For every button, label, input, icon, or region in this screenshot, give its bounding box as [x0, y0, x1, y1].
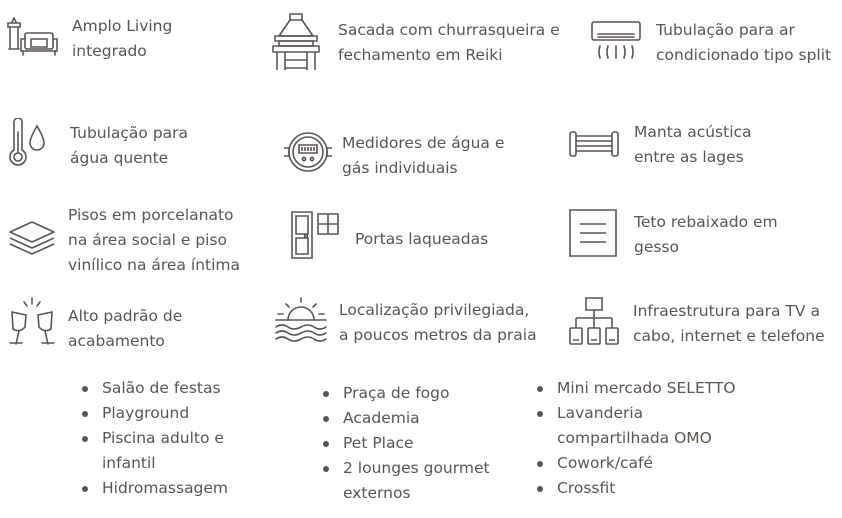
feature-label-line: gás individuais [342, 159, 458, 177]
sofa-icon [6, 17, 58, 61]
feature-label-line: água quente [70, 149, 169, 167]
feature-label-line: Portas laqueadas [355, 230, 489, 248]
feature-label-line: Tubulação para [70, 124, 189, 142]
feature-label-line: gesso [634, 238, 680, 256]
list-item-line: Piscina adulto e [102, 429, 224, 447]
thermometer-water-icon [6, 118, 50, 168]
feature-label-line: Manta acústica [634, 123, 752, 141]
meter-icon [282, 130, 334, 174]
list-item [323, 456, 490, 506]
list-item: Cowork/café [537, 451, 736, 476]
feature-label-line: Infraestrutura para TV a [633, 302, 820, 320]
amenities-list-3 [537, 376, 736, 501]
feature-label-line: fechamento em Reiki [338, 46, 503, 64]
list-item: Salão de festas [82, 376, 228, 401]
feature-label-line: Medidores de água e [342, 134, 505, 152]
feature-label-line: na área social e piso [68, 231, 228, 249]
feature-label-line: Sacada com churrasqueira e [338, 21, 560, 39]
feature-label-line: Alto padrão de [68, 307, 183, 325]
feature-label-line: condicionado tipo split [656, 46, 832, 64]
list-item-line: Lavanderia [557, 404, 644, 422]
feature-label-line: acabamento [68, 332, 165, 350]
list-item-line: 2 lounges gourmet [343, 459, 490, 477]
ceiling-icon [568, 208, 618, 258]
list-item: Hidromassagem [82, 476, 228, 501]
toast-glasses-icon [6, 296, 58, 350]
feature-label-line: entre as lages [634, 148, 744, 166]
feature-label-line: Tubulação para ar [656, 21, 795, 39]
feature-label-line: a poucos metros da praia [339, 326, 537, 344]
sunset-sea-icon [274, 296, 328, 344]
acoustic-blanket-icon [568, 128, 620, 160]
list-item: Academia [323, 406, 490, 431]
list-item-line: infantil [102, 454, 156, 472]
list-item: Pet Place [323, 431, 490, 456]
feature-label-line: Pisos em porcelanato [68, 206, 234, 224]
list-item-line: externos [343, 484, 411, 502]
feature-label-line: cabo, internet e telefone [633, 327, 825, 345]
air-conditioner-icon [590, 20, 642, 62]
feature-label-line: Teto rebaixado em [634, 213, 778, 231]
list-item: Praça de fogo [323, 381, 490, 406]
amenities-list-2 [323, 381, 490, 506]
amenities-list-1 [82, 376, 228, 501]
list-item [82, 426, 228, 476]
list-item: Playground [82, 401, 228, 426]
network-icon [568, 296, 620, 348]
feature-label-line: integrado [72, 42, 147, 60]
feature-label-line: Localização privilegiada, [339, 301, 530, 319]
list-item: Mini mercado SELETTO [537, 376, 736, 401]
feature-label-line: vinílico na área íntima [68, 256, 241, 274]
barbecue-icon [271, 12, 321, 72]
feature-label-line: Amplo Living [72, 17, 173, 35]
door-icon [290, 210, 340, 260]
list-item [537, 401, 736, 451]
list-item: Crossfit [537, 476, 736, 501]
list-item-line: compartilhada OMO [557, 429, 712, 447]
floor-layers-icon [6, 218, 58, 258]
